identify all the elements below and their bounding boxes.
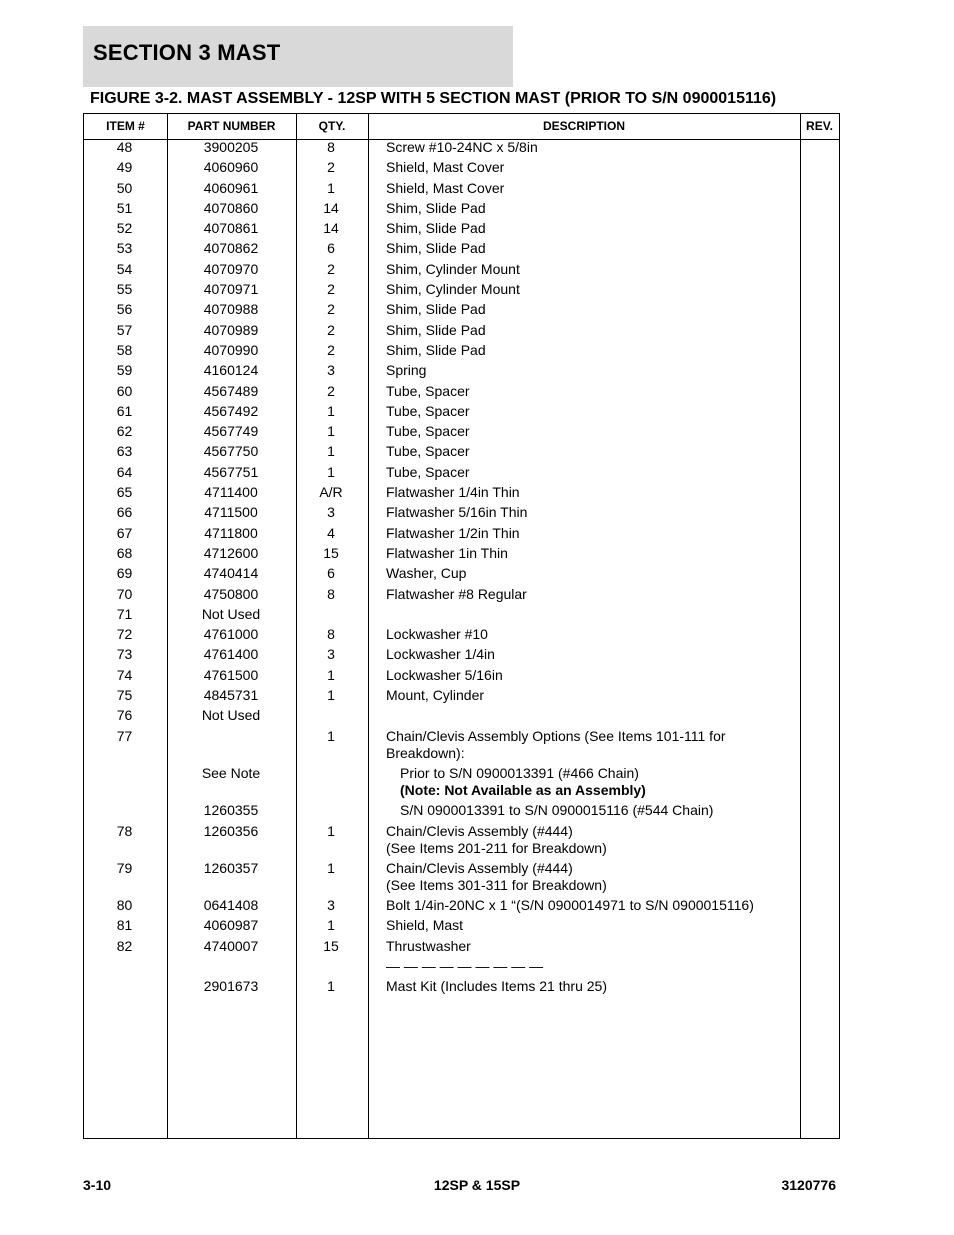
quantity: 3 bbox=[327, 362, 335, 379]
table-row bbox=[83, 261, 840, 281]
header-part-number: PART NUMBER bbox=[187, 119, 276, 133]
item-number: 69 bbox=[116, 565, 133, 582]
description-line bbox=[386, 707, 786, 724]
part-number: 4070990 bbox=[203, 341, 259, 358]
description-line: Shim, Slide Pad bbox=[386, 321, 486, 338]
quantity: 3 bbox=[327, 504, 335, 521]
quantity: 2 bbox=[327, 159, 335, 176]
description-line: Shield, Mast Cover bbox=[386, 179, 505, 196]
description-line: Lockwasher 5/16in bbox=[386, 666, 503, 683]
part-number: 4845731 bbox=[203, 687, 259, 704]
description bbox=[386, 917, 786, 934]
table-row bbox=[83, 200, 840, 220]
item-number: 53 bbox=[116, 240, 133, 257]
item-number: 60 bbox=[116, 382, 133, 399]
description bbox=[386, 707, 786, 724]
description bbox=[386, 464, 786, 481]
description bbox=[386, 504, 786, 521]
header-qty: QTY. bbox=[318, 119, 346, 133]
description bbox=[386, 687, 786, 704]
part-number: 1260355 bbox=[203, 802, 259, 819]
description bbox=[386, 180, 786, 197]
part-number: 4761400 bbox=[203, 646, 259, 663]
item-number: 54 bbox=[116, 260, 133, 277]
quantity: 1 bbox=[327, 859, 335, 876]
table-row bbox=[83, 823, 840, 860]
description bbox=[386, 728, 786, 762]
description-line: (Note: Not Available as an Assembly) bbox=[400, 781, 646, 798]
description bbox=[386, 860, 786, 894]
description bbox=[386, 606, 786, 623]
quantity: 14 bbox=[323, 220, 339, 237]
part-number: 1260356 bbox=[203, 822, 259, 839]
part-number: Not Used bbox=[201, 605, 261, 622]
quantity: 8 bbox=[327, 139, 335, 155]
part-number: 4070970 bbox=[203, 260, 259, 277]
header-description: DESCRIPTION bbox=[542, 119, 625, 133]
description bbox=[386, 978, 786, 995]
description bbox=[386, 261, 786, 278]
part-number: 4070862 bbox=[203, 240, 259, 257]
table-row bbox=[83, 917, 840, 937]
description-line: Mount, Cylinder bbox=[386, 687, 485, 704]
description bbox=[386, 159, 786, 176]
quantity: 1 bbox=[327, 687, 335, 704]
part-number: 3900205 bbox=[203, 139, 259, 155]
item-number: 62 bbox=[116, 423, 133, 440]
item-number: 67 bbox=[116, 524, 133, 541]
table-row bbox=[83, 667, 840, 687]
item-number: 51 bbox=[116, 199, 133, 216]
footer-model: 12SP & 15SP bbox=[433, 1177, 521, 1193]
table-row bbox=[83, 978, 840, 998]
table-row bbox=[83, 342, 840, 362]
table-row bbox=[83, 765, 840, 802]
table-row bbox=[83, 707, 840, 727]
item-number: 76 bbox=[116, 707, 133, 724]
table-row bbox=[83, 802, 840, 822]
table-row bbox=[83, 545, 840, 565]
header-item: ITEM # bbox=[106, 119, 145, 133]
item-number: 49 bbox=[116, 159, 133, 176]
part-number: 4567749 bbox=[203, 423, 259, 440]
header-rev: REV. bbox=[806, 119, 833, 133]
part-number: 4740007 bbox=[203, 937, 259, 954]
description-line: Shim, Slide Pad bbox=[386, 220, 486, 237]
table-row bbox=[83, 383, 840, 403]
table-row bbox=[83, 301, 840, 321]
table-row bbox=[83, 646, 840, 666]
description bbox=[386, 281, 786, 298]
description-line: Shim, Slide Pad bbox=[386, 341, 486, 358]
footer-page-number: 3-10 bbox=[83, 1177, 112, 1193]
description bbox=[386, 220, 786, 237]
description-line: Shield, Mast Cover bbox=[386, 159, 505, 176]
part-number: 4567750 bbox=[203, 443, 259, 460]
quantity: 1 bbox=[327, 917, 335, 934]
description bbox=[386, 301, 786, 318]
item-number: 68 bbox=[116, 544, 133, 561]
quantity: 15 bbox=[323, 544, 339, 561]
table-body bbox=[83, 139, 840, 999]
description-line: (See Items 301-311 for Breakdown) bbox=[386, 876, 607, 893]
description-line: Shield, Mast bbox=[386, 917, 464, 934]
quantity: 8 bbox=[327, 626, 335, 643]
description-line bbox=[386, 606, 786, 623]
quantity: 2 bbox=[327, 341, 335, 358]
quantity: 4 bbox=[327, 524, 335, 541]
description bbox=[386, 626, 786, 643]
table-row bbox=[83, 322, 840, 342]
description-line: Tube, Spacer bbox=[386, 382, 470, 399]
table-row bbox=[83, 860, 840, 897]
item-number: 48 bbox=[116, 139, 133, 155]
part-number: 4711400 bbox=[204, 484, 258, 501]
part-number: 4060961 bbox=[203, 179, 259, 196]
quantity: 2 bbox=[327, 301, 335, 318]
table-row bbox=[83, 240, 840, 260]
quantity: 1 bbox=[327, 727, 335, 744]
item-number: 58 bbox=[116, 341, 133, 358]
part-number: 4712600 bbox=[203, 544, 259, 561]
description-line: Flatwasher 5/16in Thin bbox=[386, 504, 528, 521]
part-number: 4740414 bbox=[203, 565, 259, 582]
part-number: Not Used bbox=[201, 707, 261, 724]
description bbox=[386, 938, 786, 955]
description bbox=[386, 897, 786, 914]
quantity: 2 bbox=[327, 382, 335, 399]
table-row bbox=[83, 504, 840, 524]
table-row bbox=[83, 565, 840, 585]
description-line: Spring bbox=[386, 362, 427, 379]
table-row bbox=[83, 281, 840, 301]
description-line: Washer, Cup bbox=[386, 565, 467, 582]
quantity: 1 bbox=[327, 443, 335, 460]
description bbox=[386, 423, 786, 440]
description-line: Chain/Clevis Assembly Options (See Items 101-111 for bbox=[386, 727, 726, 744]
table-row bbox=[83, 423, 840, 443]
part-number: 4761000 bbox=[203, 626, 259, 643]
quantity: A/R bbox=[319, 484, 343, 501]
table-row bbox=[83, 443, 840, 463]
item-number: 65 bbox=[116, 484, 133, 501]
table-row bbox=[83, 159, 840, 179]
quantity: 15 bbox=[323, 937, 339, 954]
part-number: 4070988 bbox=[203, 301, 259, 318]
section-title: SECTION 3 MAST bbox=[93, 40, 281, 65]
quantity: 1 bbox=[327, 666, 335, 683]
description-line: Thrustwasher bbox=[386, 937, 471, 954]
table-row bbox=[83, 626, 840, 646]
item-number: 82 bbox=[116, 937, 133, 954]
description-line: Chain/Clevis Assembly (#444) bbox=[386, 822, 573, 839]
description-line: Shim, Slide Pad bbox=[386, 199, 486, 216]
description-line: S/N 0900013391 to S/N 0900015116 (#544 Chain) bbox=[400, 802, 714, 819]
quantity: 2 bbox=[327, 281, 335, 298]
description-line: Mast Kit (Includes Items 21 thru 25) bbox=[386, 978, 607, 995]
table-row bbox=[83, 525, 840, 545]
table-row bbox=[83, 464, 840, 484]
item-number: 74 bbox=[116, 666, 133, 683]
description bbox=[386, 565, 786, 582]
item-number: 50 bbox=[116, 179, 133, 196]
description bbox=[386, 200, 786, 217]
table-row bbox=[83, 586, 840, 606]
quantity: 3 bbox=[327, 646, 335, 663]
description-line: Lockwasher 1/4in bbox=[386, 646, 495, 663]
part-number: 0641408 bbox=[203, 897, 259, 914]
item-number: 79 bbox=[116, 859, 133, 876]
part-number: 4160124 bbox=[203, 362, 259, 379]
quantity: 2 bbox=[327, 260, 335, 277]
item-number: 61 bbox=[116, 402, 133, 419]
description-line: Shim, Cylinder Mount bbox=[386, 281, 520, 298]
description bbox=[386, 383, 786, 400]
description-line: — — — — — — — — — bbox=[386, 957, 544, 974]
quantity: 6 bbox=[327, 240, 335, 257]
description-line: Shim, Cylinder Mount bbox=[386, 260, 520, 277]
description-line: Screw #10-24NC x 5/8in bbox=[386, 139, 538, 155]
quantity: 14 bbox=[323, 199, 339, 216]
part-number: 4070971 bbox=[203, 281, 259, 298]
part-number: 1260357 bbox=[203, 859, 259, 876]
description-line: Flatwasher #8 Regular bbox=[386, 585, 527, 602]
quantity: 3 bbox=[327, 897, 335, 914]
quantity: 2 bbox=[327, 321, 335, 338]
item-number: 78 bbox=[116, 822, 133, 839]
part-number: 4567492 bbox=[203, 402, 259, 419]
part-number: 4070861 bbox=[203, 220, 259, 237]
footer-doc-number: 3120776 bbox=[781, 1177, 836, 1193]
item-number: 80 bbox=[116, 897, 133, 914]
description-line: Lockwasher #10 bbox=[386, 626, 488, 643]
table-row bbox=[83, 938, 840, 958]
item-number: 70 bbox=[116, 585, 133, 602]
table-row bbox=[83, 403, 840, 423]
description bbox=[386, 646, 786, 663]
description bbox=[386, 802, 800, 819]
table-row bbox=[83, 180, 840, 200]
item-number: 55 bbox=[116, 281, 133, 298]
description bbox=[386, 322, 786, 339]
table-row bbox=[83, 728, 840, 765]
description-line: Tube, Spacer bbox=[386, 423, 470, 440]
description bbox=[386, 403, 786, 420]
part-number: 4060987 bbox=[203, 917, 259, 934]
description bbox=[386, 667, 786, 684]
description-line: (See Items 201-211 for Breakdown) bbox=[386, 839, 607, 856]
quantity: 1 bbox=[327, 179, 335, 196]
description bbox=[386, 823, 786, 857]
description bbox=[386, 545, 786, 562]
part-number: 4070989 bbox=[203, 321, 259, 338]
table-row bbox=[83, 220, 840, 240]
description bbox=[386, 443, 786, 460]
quantity: 1 bbox=[327, 402, 335, 419]
description bbox=[386, 484, 786, 501]
description-line: Tube, Spacer bbox=[386, 443, 470, 460]
part-number: 4761500 bbox=[203, 666, 259, 683]
item-number: 64 bbox=[116, 463, 133, 480]
part-number: See Note bbox=[201, 764, 261, 781]
description-line: Breakdown): bbox=[386, 744, 465, 761]
description-line: Prior to S/N 0900013391 (#466 Chain) bbox=[400, 764, 639, 781]
part-number: 4567489 bbox=[203, 382, 259, 399]
quantity: 1 bbox=[327, 423, 335, 440]
part-number: 4070860 bbox=[203, 199, 259, 216]
item-number: 56 bbox=[116, 301, 133, 318]
table-row bbox=[83, 362, 840, 382]
description bbox=[386, 362, 786, 379]
quantity: 1 bbox=[327, 822, 335, 839]
item-number: 81 bbox=[116, 917, 133, 934]
description bbox=[386, 139, 786, 156]
item-number: 57 bbox=[116, 321, 133, 338]
table-row bbox=[83, 897, 840, 917]
part-number: 4567751 bbox=[203, 463, 259, 480]
part-number: 4060960 bbox=[203, 159, 259, 176]
description-line: Flatwasher 1/2in Thin bbox=[386, 524, 520, 541]
table-row bbox=[83, 484, 840, 504]
description bbox=[386, 765, 800, 799]
item-number: 52 bbox=[116, 220, 133, 237]
description bbox=[386, 958, 786, 975]
table-row bbox=[83, 958, 840, 978]
description bbox=[386, 525, 786, 542]
description-line: Flatwasher 1/4in Thin bbox=[386, 484, 520, 501]
part-number: 4750800 bbox=[203, 585, 259, 602]
table-row bbox=[83, 606, 840, 626]
item-number: 73 bbox=[116, 646, 133, 663]
description-line: Shim, Slide Pad bbox=[386, 301, 486, 318]
description-line: Chain/Clevis Assembly (#444) bbox=[386, 859, 573, 876]
item-number: 59 bbox=[116, 362, 133, 379]
quantity: 8 bbox=[327, 585, 335, 602]
item-number: 77 bbox=[116, 727, 133, 744]
quantity: 1 bbox=[327, 463, 335, 480]
item-number: 75 bbox=[116, 687, 133, 704]
table-row bbox=[83, 687, 840, 707]
description-line: Flatwasher 1in Thin bbox=[386, 544, 508, 561]
description bbox=[386, 240, 786, 257]
quantity: 6 bbox=[327, 565, 335, 582]
item-number: 66 bbox=[116, 504, 133, 521]
description-line: Tube, Spacer bbox=[386, 463, 470, 480]
item-number: 72 bbox=[116, 626, 133, 643]
description bbox=[386, 342, 786, 359]
description-line: Shim, Slide Pad bbox=[386, 240, 486, 257]
item-number: 71 bbox=[116, 605, 133, 622]
description bbox=[386, 586, 786, 603]
quantity: 1 bbox=[327, 978, 335, 995]
table-row bbox=[83, 139, 840, 159]
description-line: Bolt 1/4in-20NC x 1 “(S/N 0900014971 to S/N 0900015116) bbox=[386, 897, 754, 914]
figure-title: FIGURE 3-2. MAST ASSEMBLY - 12SP WITH 5 SECTION MAST (PRIOR TO S/N 0900015116) bbox=[90, 90, 777, 107]
part-number: 4711800 bbox=[204, 524, 258, 541]
part-number: 4711500 bbox=[204, 504, 258, 521]
part-number: 2901673 bbox=[203, 978, 259, 995]
description-line: Tube, Spacer bbox=[386, 402, 470, 419]
item-number: 63 bbox=[116, 443, 133, 460]
